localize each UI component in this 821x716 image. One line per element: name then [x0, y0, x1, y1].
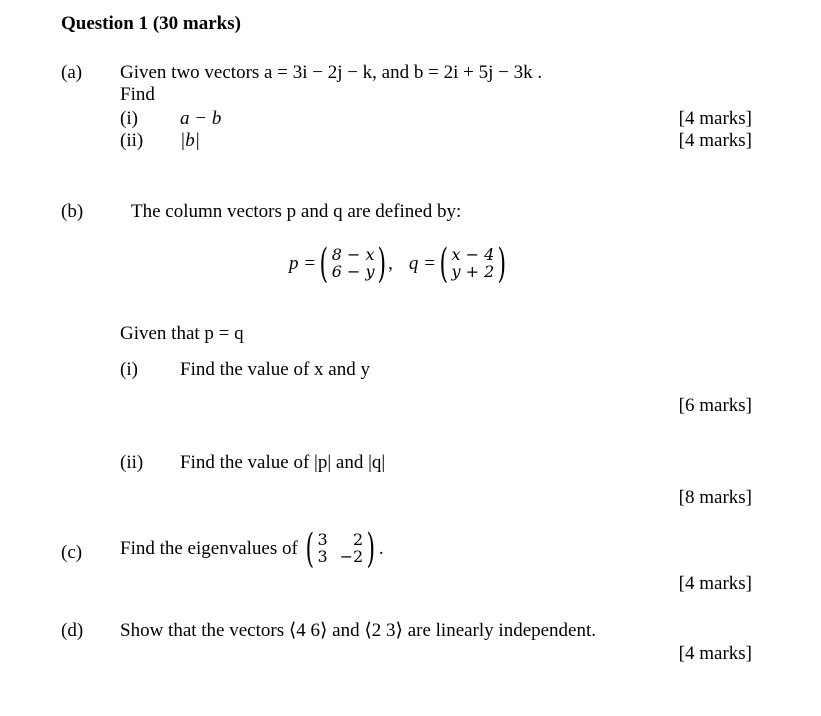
q-top: x − 4	[451, 245, 495, 265]
part-c-line	[120, 526, 384, 572]
part-b-given: Given that p = q	[120, 323, 244, 344]
part-c-label: (c)	[61, 542, 83, 563]
p-vector	[316, 241, 390, 287]
q-right-paren: )	[497, 241, 507, 287]
part-b-sub2-label: (ii)	[120, 452, 144, 473]
part-a-sub1-text: a − b	[180, 108, 222, 129]
q-name: q =	[408, 253, 436, 275]
q-left-paren: (	[439, 241, 449, 287]
part-a-sub2-label: (ii)	[120, 130, 144, 151]
part-c-text: Find the eigenvalues of	[120, 538, 298, 560]
matrix-right-paren: )	[366, 526, 376, 572]
part-b-sub2-marks: [8 marks]	[678, 487, 752, 508]
vector-definitions	[289, 241, 510, 287]
matrix-cell-11: 3	[317, 530, 328, 550]
part-d-marks: [4 marks]	[678, 643, 752, 664]
part-a-find: Find	[120, 84, 155, 105]
p-top: 8 − x	[331, 245, 375, 265]
part-d-label: (d)	[61, 620, 84, 641]
part-a-sub2-text: |b|	[180, 130, 200, 151]
part-c-end: .	[378, 538, 384, 560]
p-left-paren: (	[319, 241, 329, 287]
part-b-intro: The column vectors p and q are defined by:	[131, 201, 462, 222]
q-bottom: y + 2	[451, 262, 495, 281]
p-right-paren: )	[377, 241, 387, 287]
part-a-label: (a)	[61, 62, 83, 83]
p-name: p =	[289, 253, 317, 275]
question-heading: Question 1 (30 marks)	[61, 13, 241, 34]
matrix-cell-21: 3	[317, 547, 328, 566]
p-bottom: 6 − y	[331, 262, 375, 281]
part-a-line1: Given two vectors a = 3i − 2j − k, and b = 2i + 5j − 3k .	[120, 62, 543, 83]
part-a-sub1-marks: [4 marks]	[678, 108, 752, 129]
vector-separator: ,	[388, 253, 393, 275]
part-a-sub1-label: (i)	[120, 108, 138, 129]
part-b-sub1-marks: [6 marks]	[678, 395, 752, 416]
matrix-cell-12: 2	[353, 530, 364, 550]
matrix-cell-22: −2	[339, 547, 364, 566]
eigen-matrix	[302, 526, 379, 572]
part-b-sub1-label: (i)	[120, 359, 138, 380]
matrix-left-paren: (	[305, 526, 314, 572]
part-a-sub2-marks: [4 marks]	[678, 130, 752, 151]
part-b-label: (b)	[61, 201, 84, 222]
part-b-sub2-text: Find the value of |p| and |q|	[180, 452, 386, 473]
q-vector	[436, 241, 510, 287]
part-c-marks: [4 marks]	[678, 573, 752, 594]
part-b-sub1-text: Find the value of x and y	[180, 359, 370, 380]
part-d-text: Show that the vectors ⟨4 6⟩ and ⟨2 3⟩ are linearly independent.	[120, 620, 597, 641]
